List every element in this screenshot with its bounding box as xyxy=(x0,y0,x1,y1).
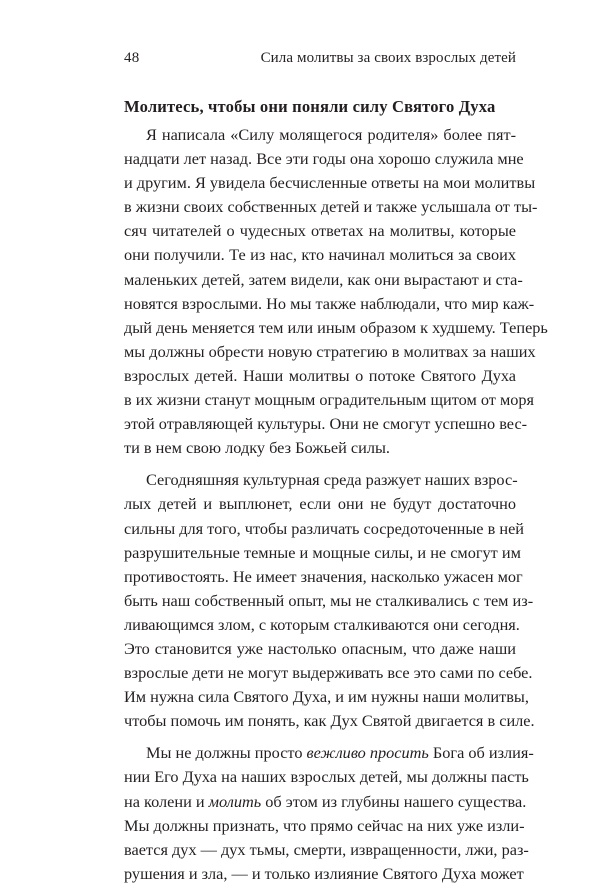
text-line: и другим. Я увидела бесчисленные ответы на мои молитвы xyxy=(124,173,536,193)
text-line: ливающимся злом, с которым сталкиваются они сегодня. xyxy=(124,614,520,634)
text-run: об этом из глубины нашего существа. xyxy=(261,791,527,811)
text-line: надцати лет назад. Все эти годы она хорошо служила мне xyxy=(124,149,524,169)
emphasis: вежливо просить xyxy=(306,743,429,763)
text-run: вается дух — дух тьмы, смерти, извращенности, лжи, раз- xyxy=(124,839,529,859)
text-run: Мы должны признать, что прямо сейчас на них уже изли- xyxy=(124,815,525,835)
text-line: в их жизни станут мощным оградительным щитом от моря xyxy=(124,390,535,410)
text-line: лых детей и выплюнет, если они не будут достаточно xyxy=(124,494,516,514)
page-body xyxy=(124,96,548,894)
running-title: Сила молитвы за своих взрослых детей xyxy=(260,50,516,66)
text-line: маленьких детей, затем видели, как они вырастают и ста- xyxy=(124,269,523,289)
paragraph-3 xyxy=(124,741,534,886)
text-line: дый день меняется тем или иным образом к худшему. Теперь xyxy=(124,317,548,337)
text-line xyxy=(124,741,534,765)
text-line: взрослые дети не могут выдерживать все это сами по себе. xyxy=(124,663,533,683)
text-line xyxy=(124,765,529,789)
section-heading: Молитесь, чтобы они поняли силу Святого Духа xyxy=(124,97,496,116)
text-line: в жизни своих собственных детей и также услышала от ты- xyxy=(124,197,538,217)
text-line: Им нужна сила Святого Духа, и им нужны наши молитвы, xyxy=(124,687,529,707)
text-line xyxy=(124,814,525,838)
running-header xyxy=(124,50,516,70)
text-run: Бога об излия- xyxy=(428,743,534,763)
text-line: чтобы помочь им понять, как Дух Святой двигается в силе. xyxy=(124,711,535,731)
text-line xyxy=(124,838,529,862)
text-line: быть наш собственный опыт, мы не сталкивались с тем из- xyxy=(124,590,534,610)
paragraph-2 xyxy=(124,468,535,733)
text-run: Мы не должны просто xyxy=(146,743,307,763)
text-line: противостоять. Не имеет значения, насколько ужасен мог xyxy=(124,566,523,586)
text-line xyxy=(124,862,524,886)
text-line: новятся взрослыми. Но мы также наблюдали, что мир каж- xyxy=(124,293,535,313)
text-line: этой отравляющей культуры. Они не смогут успешно вес- xyxy=(124,414,528,434)
text-line: они получили. Те из нас, кто начинал молиться за своих xyxy=(124,245,516,265)
text-line: Это становится уже настолько опасным, что даже наши xyxy=(124,638,516,658)
text-line: сильны для того, чтобы различать сосредоточенные в ней xyxy=(124,518,525,538)
text-run: на колени и xyxy=(124,791,209,811)
page-number: 48 xyxy=(124,50,140,66)
text-line xyxy=(124,790,527,814)
text-line: сяч читателей о чудесных ответах на молитвы, которые xyxy=(124,221,516,241)
text-line: Сегодняшняя культурная среда разжует наших взрос- xyxy=(146,470,518,490)
text-line: Я написала «Силу молящегося родителя» более пят- xyxy=(146,125,516,144)
text-line: взрослых детей. Наши молитвы о потоке Святого Духа xyxy=(124,365,516,385)
text-line: разрушительные темные и мощные силы, и не смогут им xyxy=(124,542,521,562)
text-line: мы должны обрести новую стратегию в молитвах за наших xyxy=(124,341,536,361)
text-run: нии Его Духа на наших взрослых детей, мы должны пасть xyxy=(124,767,529,787)
text-line: ти в нем свою лодку без Божьей силы. xyxy=(124,438,390,458)
emphasis: молить xyxy=(208,791,262,811)
paragraph-1 xyxy=(124,123,548,460)
text-run: рушения и зла, — и только излияние Святого Духа может xyxy=(124,863,524,883)
